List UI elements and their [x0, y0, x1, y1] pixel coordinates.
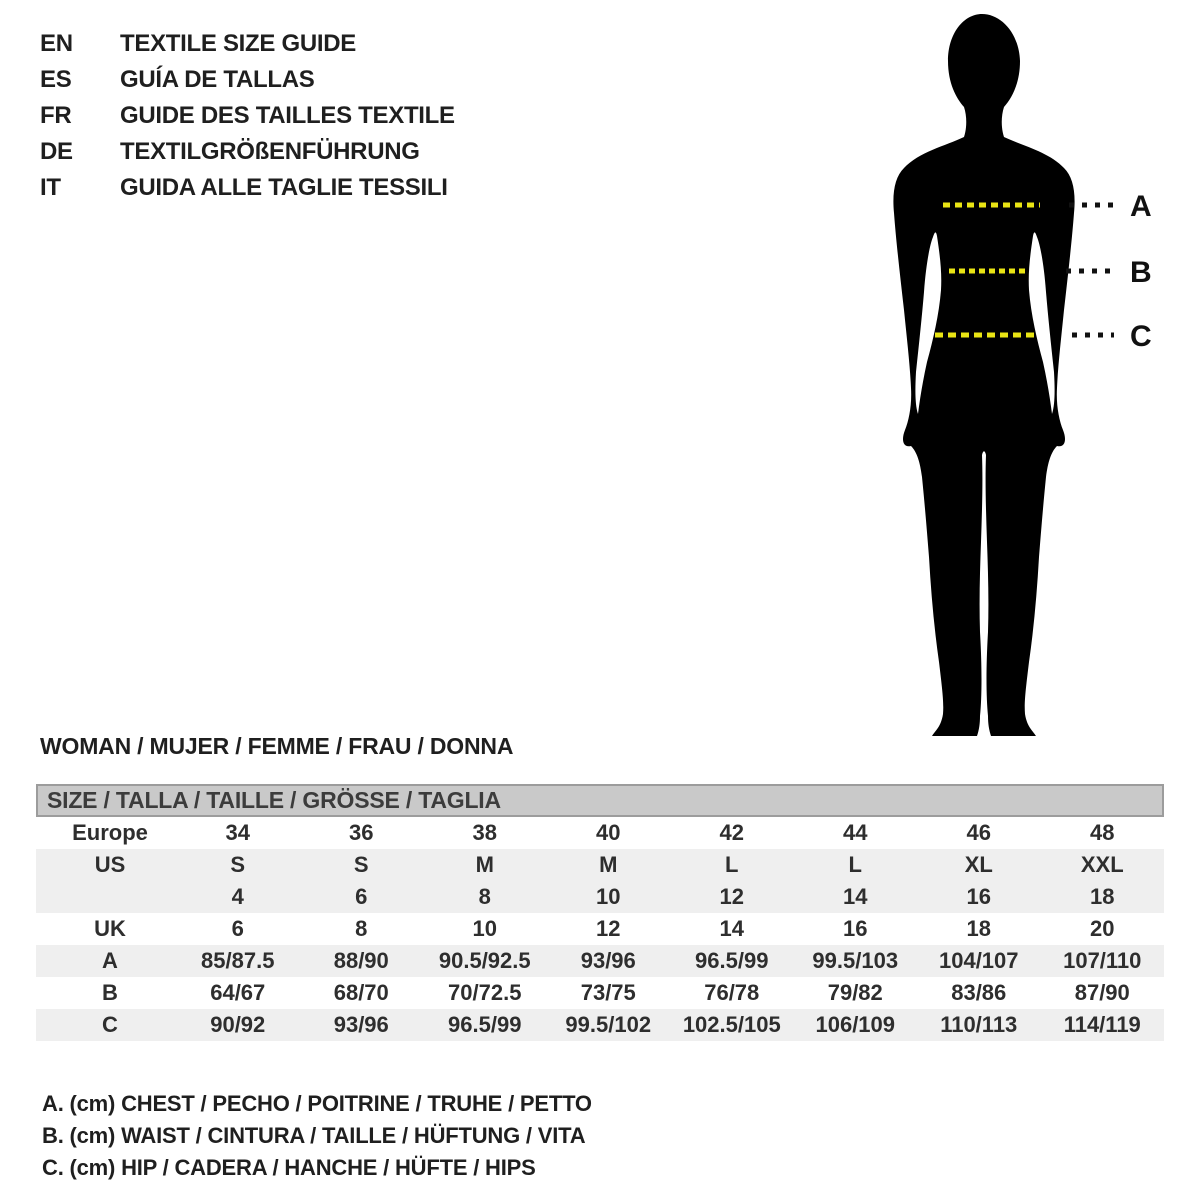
table-row — [36, 817, 1164, 849]
measurement-legend — [42, 1088, 592, 1184]
size-table — [36, 784, 1164, 1041]
language-code: EN — [40, 30, 73, 57]
size-cell: L — [725, 852, 739, 877]
marker-label-b: B — [1130, 256, 1152, 289]
size-cell: 20 — [1090, 916, 1115, 941]
row-label: A — [102, 948, 118, 973]
language-title: GUIDE DES TAILLES TEXTILE — [120, 102, 455, 129]
size-cell: 48 — [1090, 820, 1115, 845]
size-cell: XL — [964, 852, 993, 877]
size-cell: 107/110 — [1063, 948, 1142, 973]
size-cell: 73/75 — [580, 980, 636, 1005]
language-row — [40, 26, 455, 62]
size-cell: 90/92 — [210, 1012, 266, 1037]
size-cell: 93/96 — [333, 1012, 389, 1037]
size-cell: 16 — [966, 884, 991, 909]
legend-row: A. (cm) CHEST / PECHO / POITRINE / TRUHE / PETTO — [42, 1091, 592, 1116]
table-row — [36, 1009, 1164, 1041]
row-label: US — [94, 852, 126, 877]
language-title: TEXTILGRÖßENFÜHRUNG — [120, 138, 420, 165]
size-cell: 8 — [355, 916, 368, 941]
size-cell: 12 — [719, 884, 744, 909]
row-label: Europe — [72, 820, 148, 845]
measurement-figure — [880, 0, 1200, 745]
size-cell: 76/78 — [704, 980, 760, 1005]
size-cell: 10 — [472, 916, 497, 941]
legend-row: C. (cm) HIP / CADERA / HANCHE / HÜFTE / HIPS — [42, 1155, 536, 1180]
size-cell: 96.5/99 — [695, 948, 769, 973]
size-cell: 18 — [1090, 884, 1115, 909]
size-cell: 70/72.5 — [448, 980, 522, 1005]
language-list — [40, 26, 455, 206]
language-row — [40, 98, 455, 134]
size-cell: 104/107 — [938, 948, 1019, 973]
size-cell: 16 — [843, 916, 868, 941]
size-cell: 34 — [225, 820, 250, 845]
size-cell: XXL — [1080, 852, 1124, 877]
size-cell: 8 — [478, 884, 491, 909]
size-cell: 42 — [719, 820, 744, 845]
size-cell: 110/113 — [940, 1012, 1018, 1037]
size-cell: 90.5/92.5 — [438, 948, 531, 973]
size-table-rows — [36, 817, 1164, 1041]
table-row — [36, 977, 1164, 1009]
size-cell: 83/86 — [951, 980, 1007, 1005]
size-cell: 10 — [596, 884, 621, 909]
size-cell: M — [599, 852, 618, 877]
size-cell: 12 — [596, 916, 621, 941]
size-cell: 99.5/103 — [812, 948, 899, 973]
row-label: B — [102, 980, 118, 1005]
size-cell: 96.5/99 — [448, 1012, 522, 1037]
size-cell: S — [230, 852, 246, 877]
size-cell: 64/67 — [210, 980, 266, 1005]
size-cell: 87/90 — [1074, 980, 1130, 1005]
language-title: TEXTILE SIZE GUIDE — [120, 30, 356, 57]
size-cell: 102.5/105 — [682, 1012, 781, 1037]
language-row — [40, 134, 455, 170]
size-cell: 46 — [966, 820, 991, 845]
size-cell: 79/82 — [827, 980, 883, 1005]
legend-row: B. (cm) WAIST / CINTURA / TAILLE / HÜFTUNG / VITA — [42, 1123, 586, 1148]
gender-heading: WOMAN / MUJER / FEMME / FRAU / DONNA — [40, 733, 514, 759]
size-cell: 68/70 — [333, 980, 389, 1005]
language-title: GUIDA ALLE TAGLIE TESSILI — [120, 174, 448, 201]
size-cell: 106/109 — [815, 1012, 896, 1037]
language-row — [40, 170, 455, 206]
row-label: UK — [94, 916, 126, 941]
size-cell: 85/87.5 — [201, 948, 275, 973]
row-label: C — [102, 1012, 118, 1037]
size-cell: L — [848, 852, 862, 877]
size-cell: 40 — [596, 820, 621, 845]
table-row — [36, 913, 1164, 945]
size-cell: 38 — [472, 820, 497, 845]
language-code: DE — [40, 138, 73, 165]
size-cell: 88/90 — [333, 948, 389, 973]
size-cell: 18 — [966, 916, 991, 941]
language-code: FR — [40, 102, 72, 129]
table-row — [36, 945, 1164, 977]
marker-label-a: A — [1130, 190, 1152, 223]
language-title: GUÍA DE TALLAS — [120, 66, 315, 93]
size-cell: 14 — [843, 884, 868, 909]
size-cell: 14 — [719, 916, 744, 941]
table-row — [36, 849, 1164, 881]
size-cell: 93/96 — [580, 948, 636, 973]
size-cell: 36 — [349, 820, 374, 845]
size-cell: S — [353, 852, 369, 877]
size-cell: M — [475, 852, 494, 877]
size-cell: 6 — [231, 916, 244, 941]
language-code: ES — [40, 66, 72, 93]
size-cell: 6 — [355, 884, 368, 909]
language-row — [40, 62, 455, 98]
marker-label-c: C — [1130, 320, 1152, 353]
size-cell: 99.5/102 — [565, 1012, 652, 1037]
language-code: IT — [40, 174, 61, 201]
size-table-header: SIZE / TALLA / TAILLE / GRÖSSE / TAGLIA — [36, 784, 1164, 817]
size-cell: 4 — [231, 884, 244, 909]
size-cell: 114/119 — [1063, 1012, 1141, 1037]
size-cell: 44 — [843, 820, 868, 845]
table-row — [36, 881, 1164, 913]
